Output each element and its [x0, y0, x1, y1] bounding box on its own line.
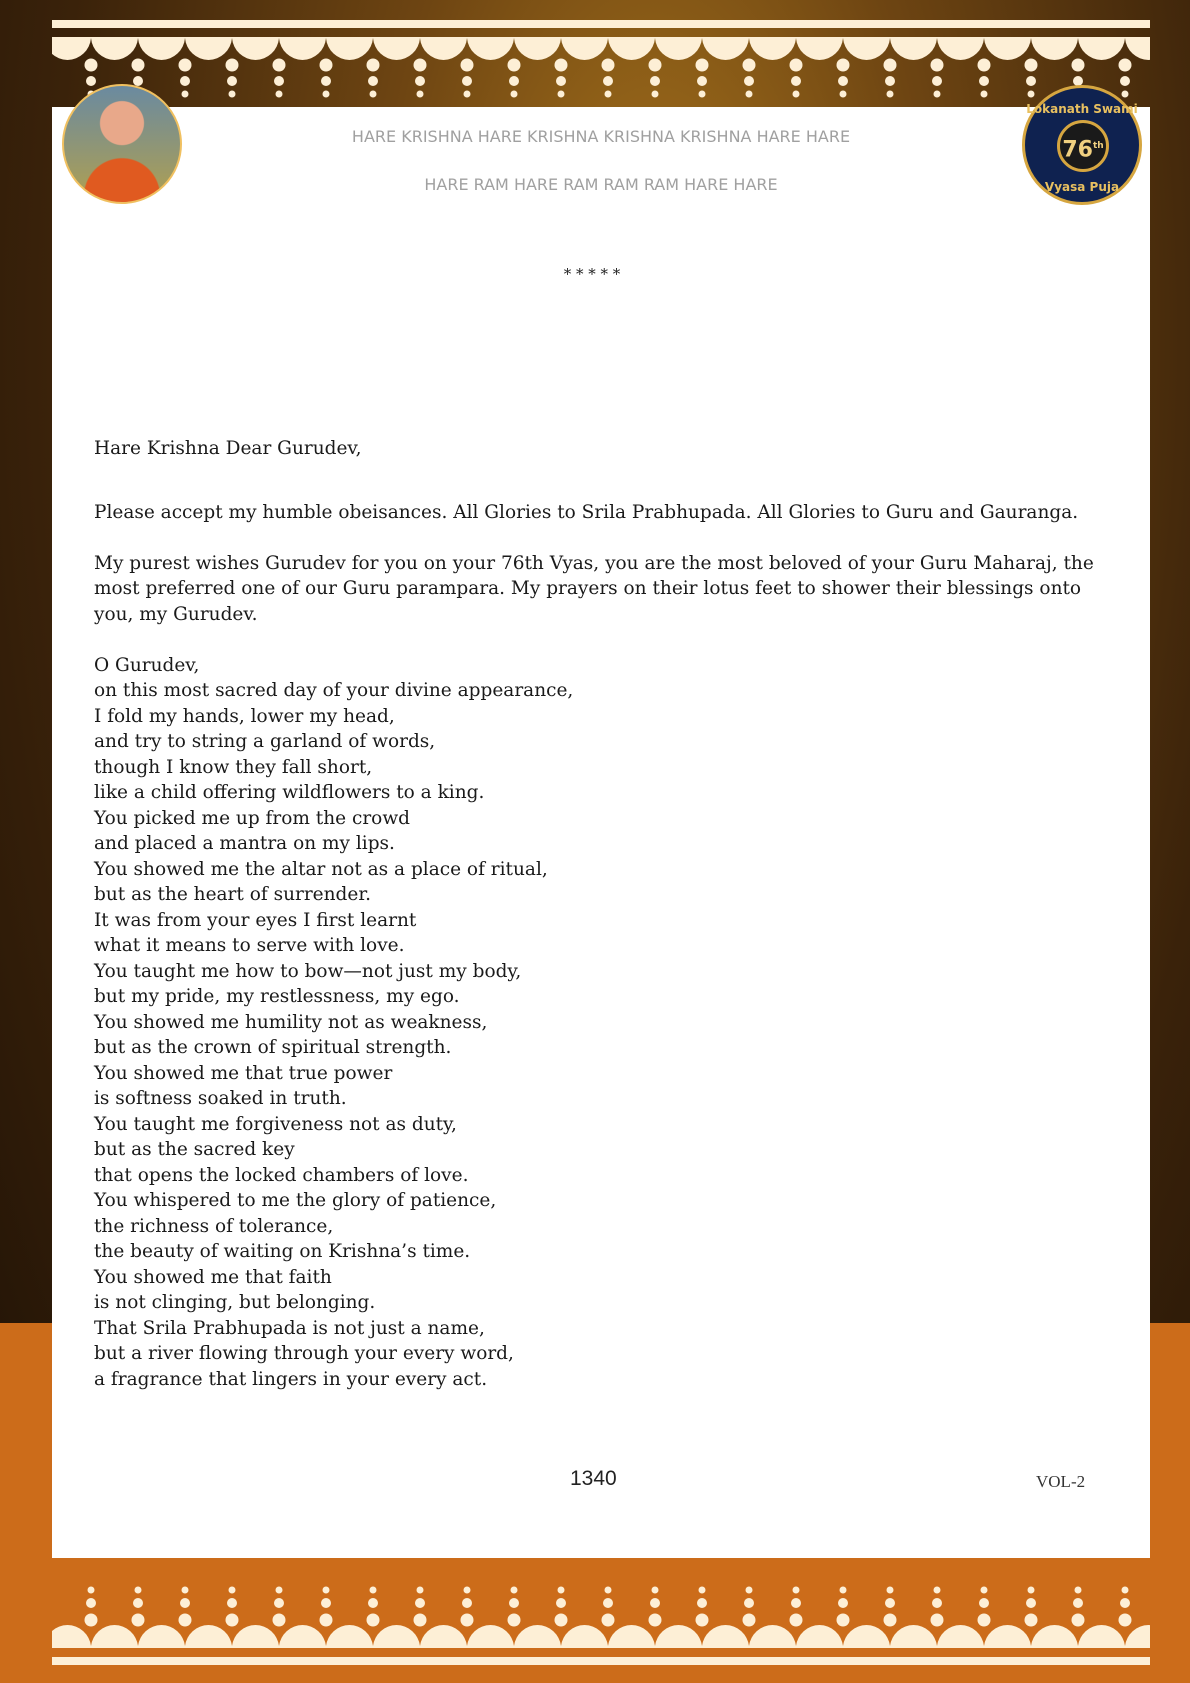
- poem-line: O Gurudev,: [94, 654, 200, 676]
- volume-label: VOL-2: [1036, 1472, 1086, 1491]
- poem-line: on this most sacred day of your divine appearance,: [94, 680, 574, 701]
- page-number: 1340: [570, 1467, 617, 1490]
- poem-line: is not clinging, but belonging.: [94, 1292, 376, 1313]
- mantra-line-2: HARE RAM HARE RAM RAM RAM HARE HARE: [424, 175, 778, 194]
- poem-line: It was from your eyes I first learnt: [94, 909, 417, 931]
- poem-line: and try to string a garland of words,: [94, 731, 436, 752]
- paragraph: My purest wishes Gurudev for you on your 76th Vyas, you are the most beloved of your Guru Maharaj, the most preferred one of our Guru parampara. My prayers on their lotus feet to shower their blessings onto you, my Gurudev.: [94, 552, 1094, 625]
- greeting: Hare Krishna Dear Gurudev,: [94, 438, 362, 459]
- mantra-line-1: HARE KRISHNA HARE KRISHNA KRISHNA KRISHNA HARE HARE: [351, 127, 851, 146]
- poem-line: You taught me forgiveness not as duty,: [94, 1113, 457, 1135]
- poem-line: I fold my hands, lower my head,: [94, 705, 395, 727]
- poem-line: a fragrance that lingers in your every act.: [94, 1368, 488, 1390]
- poem-line: but my pride, my restlessness, my ego.: [94, 986, 460, 1007]
- poem-line: You picked me up from the crowd: [94, 807, 410, 829]
- bottom-border-ornament: [52, 1580, 1150, 1670]
- top-border-ornament: [52, 18, 1150, 108]
- poem-line: the richness of tolerance,: [94, 1215, 334, 1237]
- paragraph: Please accept my humble obeisances. All Glories to Srila Prabhupada. All Glories to Guru and Gauranga.: [94, 501, 1079, 523]
- poem-line: and placed a mantra on my lips.: [94, 833, 395, 854]
- poem-line: You showed me that true power: [94, 1062, 393, 1084]
- poem: [94, 653, 1094, 1393]
- poem-line: That Srila Prabhupada is not just a name,: [94, 1317, 485, 1339]
- poem-line: You whispered to me the glory of patience,: [94, 1190, 497, 1211]
- vyasa-puja-76th-badge-logo: Lokanath Swami 76th Vyasa Puja: [1022, 85, 1142, 205]
- poem-line: the beauty of waiting on Krishna’s time.: [94, 1241, 471, 1262]
- separator-stars: * * * * *: [563, 265, 621, 283]
- poem-line: You showed me humility not as weakness,: [94, 1011, 488, 1033]
- poem-line: You showed me the altar not as a place of ritual,: [94, 858, 548, 880]
- letter-body: [94, 436, 1094, 1392]
- poem-line: what it means to serve with love.: [94, 935, 405, 956]
- poem-line: that opens the locked chambers of love.: [94, 1164, 469, 1186]
- poem-line: but as the heart of surrender.: [94, 884, 372, 905]
- poem-line: You taught me how to bow—not just my body,: [94, 960, 522, 982]
- poem-line: though I know they fall short,: [94, 756, 373, 778]
- poem-line: like a child offering wildflowers to a king.: [94, 782, 485, 803]
- poem-line: You showed me that faith: [94, 1266, 332, 1288]
- poem-line: but a river flowing through your every word,: [94, 1343, 514, 1364]
- poem-line: but as the crown of spiritual strength.: [94, 1037, 452, 1058]
- poem-line: is softness soaked in truth.: [94, 1088, 347, 1109]
- poem-line: but as the sacred key: [94, 1139, 295, 1160]
